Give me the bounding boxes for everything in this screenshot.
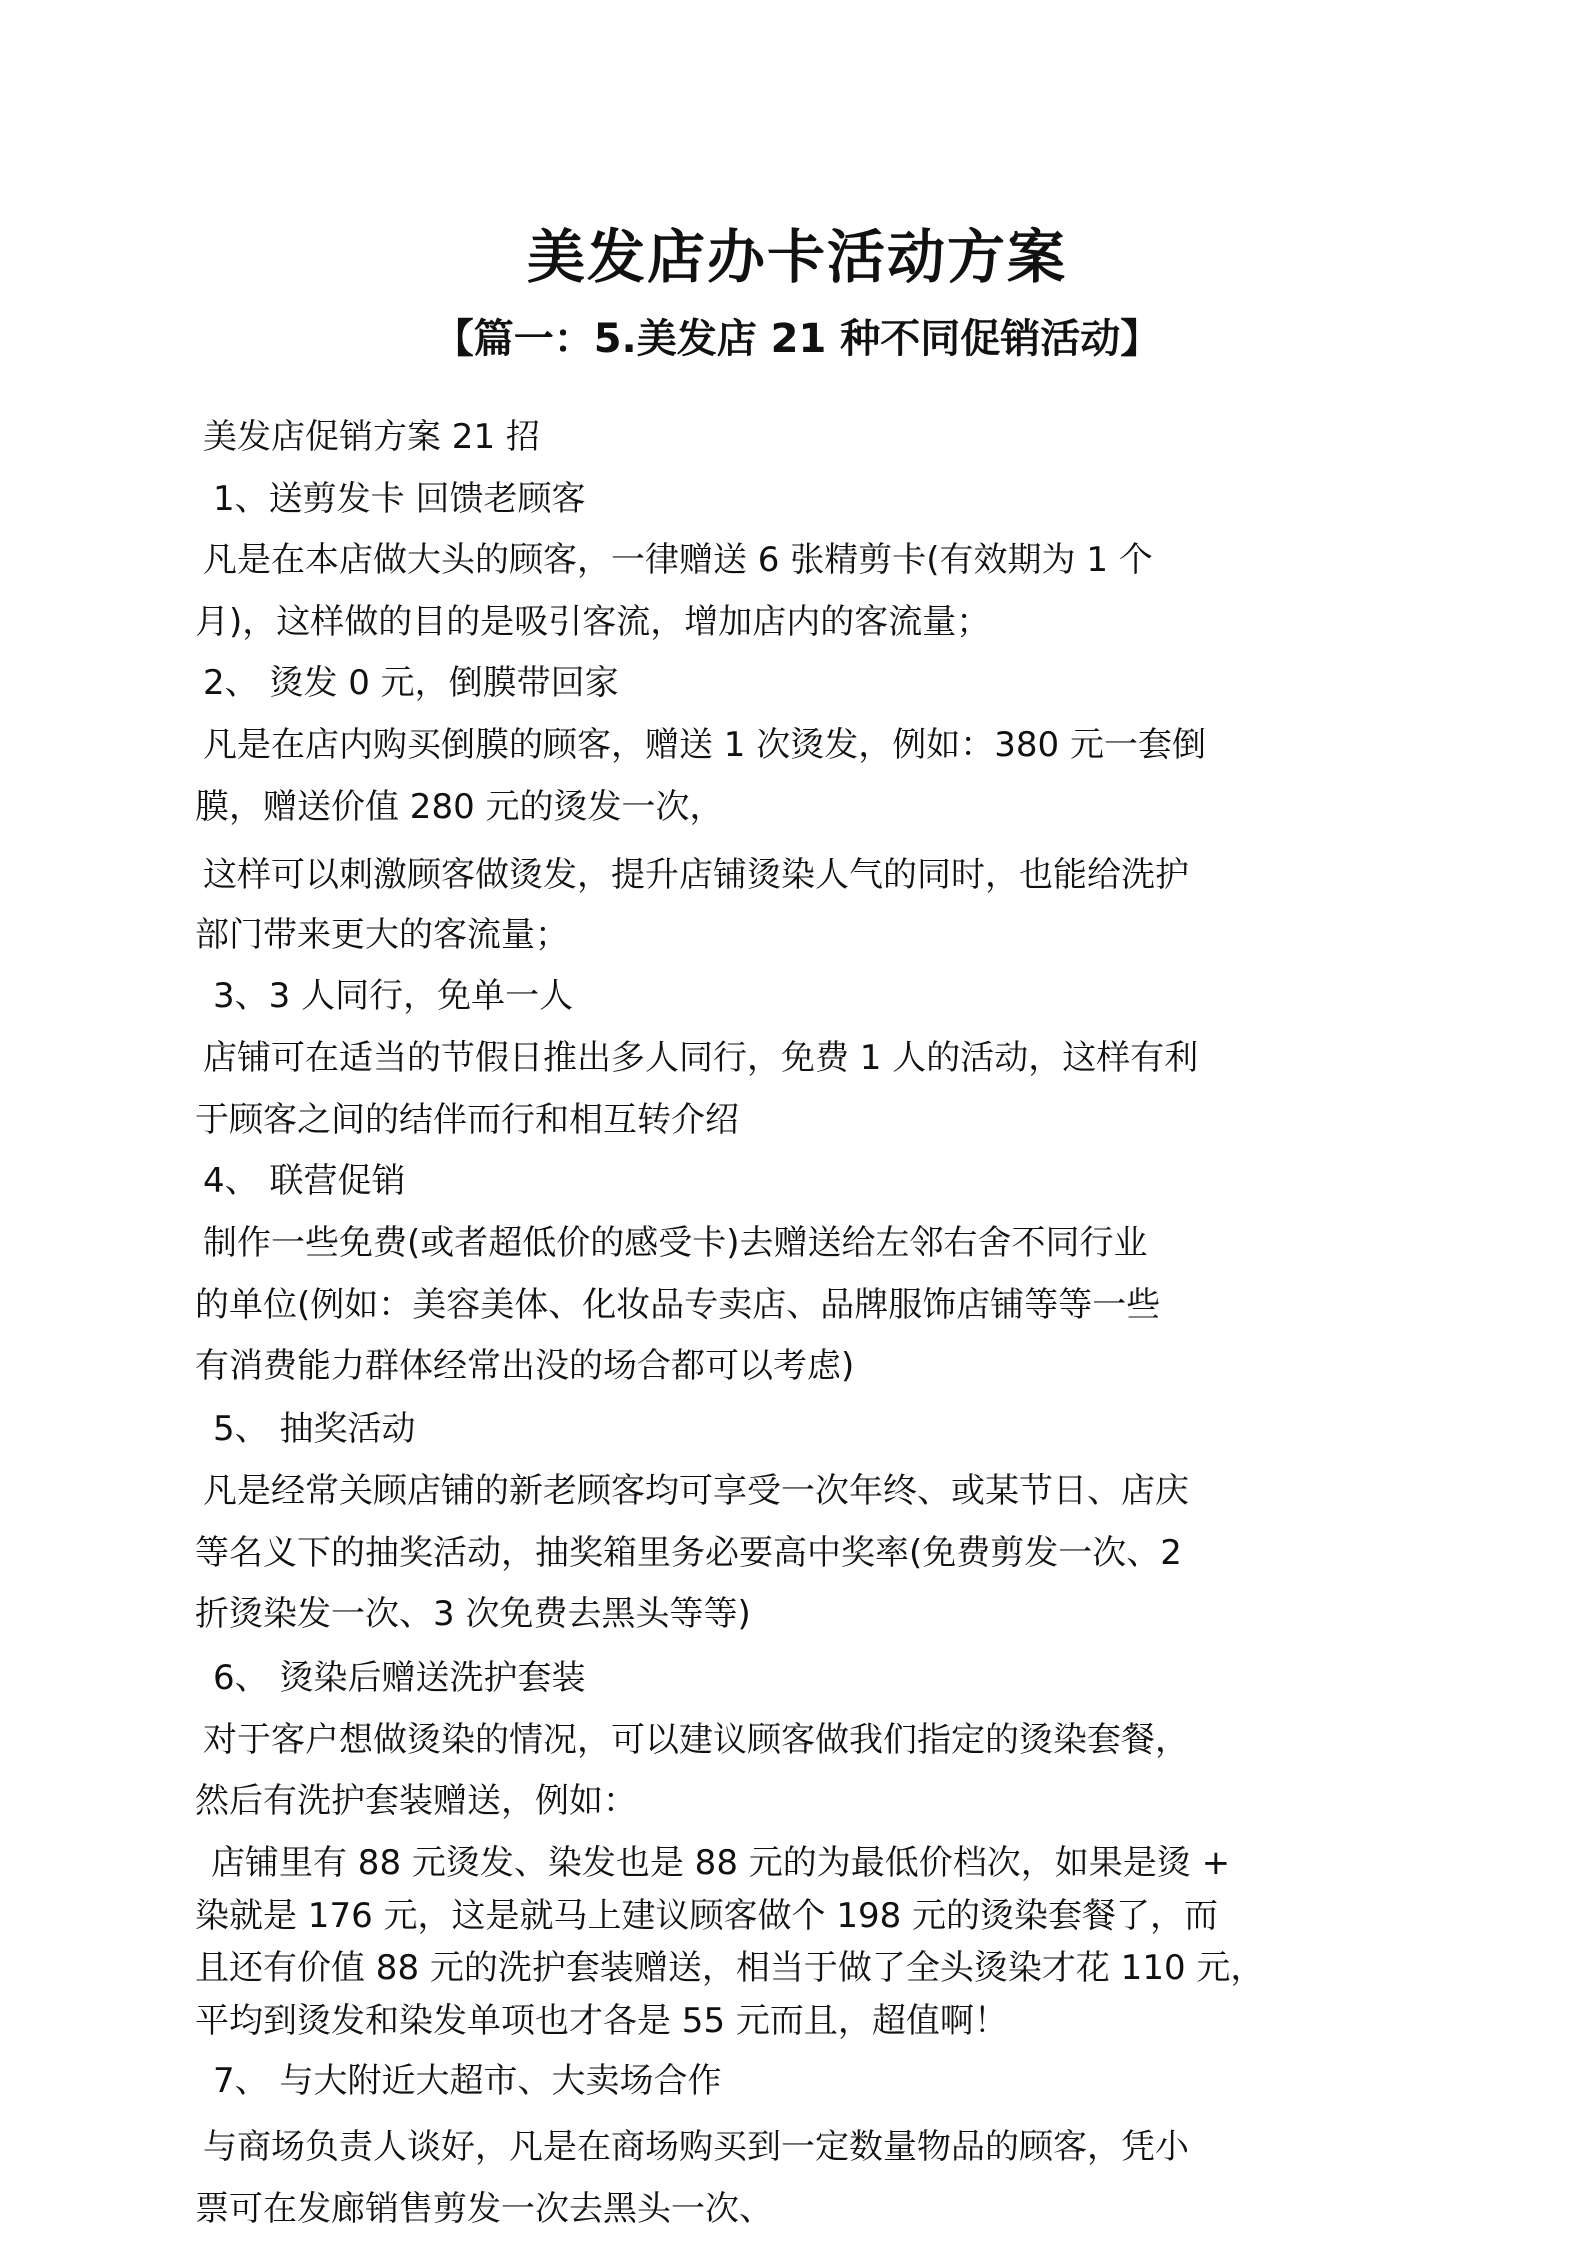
paragraph-line: 膜，赠送价值 280 元的烫发一次， bbox=[195, 787, 724, 827]
paragraph-line: 票可在发廊销售剪发一次去黑头一次、 bbox=[195, 2189, 773, 2229]
item-heading: 1、送剪发卡 回馈老顾客 bbox=[213, 479, 586, 519]
item-heading: 6、 烫染后赠送洗护套装 bbox=[213, 1658, 586, 1698]
paragraph-line: 等名义下的抽奖活动，抽奖箱里务必要高中奖率(免费剪发一次、2 bbox=[195, 1533, 1182, 1573]
item-heading: 4、 联营促销 bbox=[203, 1161, 406, 1201]
section-heading: 美发店促销方案 21 招 bbox=[203, 417, 540, 457]
paragraph-line: 染就是 176 元，这是就马上建议顾客做个 198 元的烫染套餐了，而 bbox=[195, 1896, 1219, 1936]
document-title: 美发店办卡活动方案 bbox=[526, 223, 1067, 291]
item-heading: 5、 抽奖活动 bbox=[213, 1409, 416, 1449]
paragraph-line: 部门带来更大的客流量； bbox=[195, 915, 569, 955]
paragraph-line: 对于客户想做烫染的情况，可以建议顾客做我们指定的烫染套餐， bbox=[203, 1720, 1189, 1760]
paragraph-line: 平均到烫发和染发单项也才各是 55 元而且，超值啊！ bbox=[195, 2001, 1008, 2041]
item-heading: 3、3 人同行，免单一人 bbox=[213, 976, 574, 1016]
paragraph-line: 这样可以刺激顾客做烫发，提升店铺烫染人气的同时，也能给洗护 bbox=[203, 855, 1189, 895]
paragraph-line: 凡是在本店做大头的顾客，一律赠送 6 张精剪卡(有效期为 1 个 bbox=[203, 540, 1153, 580]
paragraph-line: 且还有价值 88 元的洗护套装赠送，相当于做了全头烫染才花 110 元， bbox=[195, 1948, 1265, 1988]
paragraph-line: 于顾客之间的结伴而行和相互转介绍 bbox=[195, 1100, 739, 1140]
paragraph-line: 月)，这样做的目的是吸引客流，增加店内的客流量； bbox=[195, 602, 991, 642]
paragraph-line: 店铺里有 88 元烫发、染发也是 88 元的为最低价档次，如果是烫 + bbox=[211, 1843, 1231, 1883]
paragraph-line: 有消费能力群体经常出没的场合都可以考虑) bbox=[195, 1346, 855, 1386]
paragraph-line: 凡是经常关顾店铺的新老顾客均可享受一次年终、或某节日、店庆 bbox=[203, 1471, 1189, 1511]
paragraph-line: 然后有洗护套装赠送，例如： bbox=[195, 1781, 637, 1821]
paragraph-line: 的单位(例如：美容美体、化妆品专卖店、品牌服饰店铺等等一些 bbox=[195, 1285, 1161, 1325]
paragraph-line: 与商场负责人谈好，凡是在商场购买到一定数量物品的顾客，凭小 bbox=[203, 2127, 1189, 2167]
item-heading: 7、 与大附近大超市、大卖场合作 bbox=[213, 2061, 722, 2101]
item-heading: 2、 烫发 0 元，倒膜带回家 bbox=[203, 663, 619, 703]
paragraph-line: 店铺可在适当的节假日推出多人同行，免费 1 人的活动，这样有利 bbox=[203, 1038, 1199, 1078]
paragraph-line: 制作一些免费(或者超低价的感受卡)去赠送给左邻右舍不同行业 bbox=[203, 1223, 1148, 1263]
document-subtitle: 【篇一：5.美发店 21 种不同促销活动】 bbox=[433, 316, 1161, 362]
paragraph-line: 折烫染发一次、3 次免费去黑头等等) bbox=[195, 1594, 751, 1634]
paragraph-line: 凡是在店内购买倒膜的顾客，赠送 1 次烫发，例如：380 元一套倒 bbox=[203, 725, 1206, 765]
